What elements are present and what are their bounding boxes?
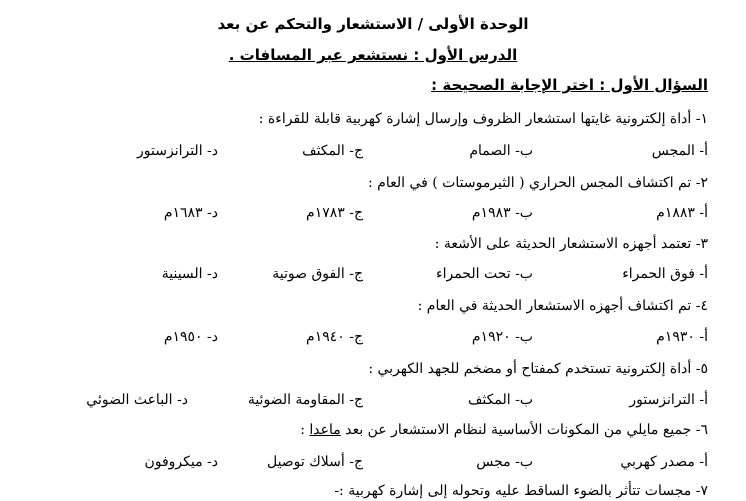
question-2-option-d[interactable]: د- ١٦٨٣م [163, 205, 218, 221]
section-title: السؤال الأول : اختر الإجابة الصحيحة : [431, 76, 708, 94]
question-1-option-d[interactable]: د- الترانزستور [137, 143, 218, 159]
question-6-option-c[interactable]: ج- أسلاك توصيل [266, 454, 363, 470]
question-6-colon: : [300, 422, 310, 438]
question-4-option-a[interactable]: أ- ١٩٣٠م [656, 329, 708, 345]
question-1-option-b[interactable]: ب- الصمام [469, 143, 533, 159]
question-6-text: ٦- جميع مايلي من المكونات الأساسية لنظام الاستشعار عن بعد [340, 422, 708, 438]
question-6 [300, 420, 708, 440]
question-2-option-b[interactable]: ب- ١٩٨٣م [471, 205, 533, 221]
question-1-option-c[interactable]: ج- المكثف [302, 143, 363, 159]
question-4-option-c[interactable]: ج- ١٩٤٠م [306, 329, 363, 345]
question-3-option-b[interactable]: ب- تحت الحمراء [436, 266, 533, 282]
question-4: ٤- تم اكتشاف أجهزه الاستشعار الحديثة في العام : [417, 298, 708, 314]
question-5-option-b[interactable]: ب- المكثف [467, 392, 533, 408]
question-7: ٧- مجسات تتأثر بالضوء الساقط عليه وتحوله إلى إشارة كهربية :- [334, 483, 708, 499]
question-3-option-a[interactable]: أ- فوق الحمراء [622, 266, 708, 282]
question-2: ٢- تم اكتشاف المجس الحراري ( الثيرموستات ) في العام : [368, 175, 708, 191]
question-6-option-d[interactable]: د- ميكروفون [144, 454, 218, 470]
question-5: ٥- أداة إلكترونية تستخدم كمفتاح أو مضخم للجهد الكهربي : [368, 361, 708, 377]
question-4-option-d[interactable]: د- ١٩٥٠م [163, 329, 218, 345]
question-1: ١- أداة إلكترونية غايتها استشعار الظروف وإرسال إشارة كهربية قابلة للقراءة : [258, 111, 708, 127]
question-5-option-d[interactable]: د- الباعث الضوئي [86, 392, 188, 408]
question-3-option-c[interactable]: ج- الفوق صوتية [272, 266, 363, 282]
unit-title: الوحدة الأولى / الاستشعار والتحكم عن بعد [217, 15, 529, 33]
lesson-title: الدرس الأول : نستشعر عبر المسافات . [228, 46, 518, 64]
question-4-option-b[interactable]: ب- ١٩٢٠م [471, 329, 533, 345]
question-6-option-b[interactable]: ب- مجس [476, 454, 533, 470]
question-3: ٣- تعتمد أجهزه الاستشعار الحديثة على الأشعة : [434, 236, 708, 252]
question-1-option-a[interactable]: أ- المجس [651, 143, 708, 159]
question-3-option-d[interactable]: د- السينية [161, 266, 218, 282]
question-6-option-a[interactable]: أ- مصدر كهربي [620, 454, 708, 470]
question-5-option-c[interactable]: ج- المقاومة الضوئية [247, 392, 363, 408]
question-6-except: ماعدا [309, 422, 341, 438]
lesson-title-row [0, 45, 746, 65]
question-2-option-a[interactable]: أ- ١٨٨٣م [656, 205, 708, 221]
question-2-option-c[interactable]: ج- ١٧٨٣م [306, 205, 363, 221]
question-5-option-a[interactable]: أ- الترانزستور [629, 392, 708, 408]
